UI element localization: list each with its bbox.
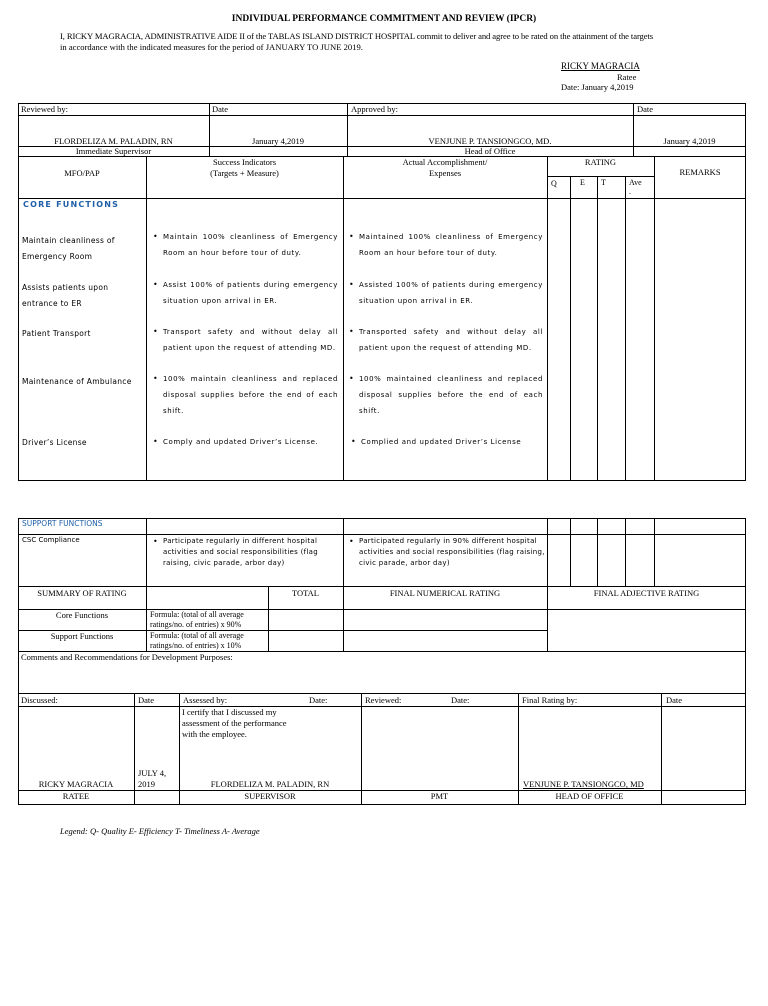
ratee-label: Ratee [617,72,637,82]
final-rating-by-label: Final Rating by: [522,695,578,705]
reviewed-date-label: Date: [451,695,470,705]
approver-role: Head of Office [464,146,516,156]
header-e: E [580,178,585,187]
header-success-2: (Targets + Measure) [210,168,279,178]
reviewed-by-label: Reviewed by: [21,104,68,114]
discussed-label: Discussed: [21,695,58,705]
summary-support-label: Support Functions [50,631,114,641]
signoff-ratee-name: RICKY MAGRACIA [38,779,114,789]
header-rating: RATING [584,157,617,167]
support-functions-heading: SUPPORT FUNCTIONS [22,519,103,528]
core-row-3-actual: • Transported safety and without delay all patient upon the request of attending MD. [347,324,543,356]
header-ave: Ave [629,178,642,187]
intro-line-1: I, RICKY MAGRACIA, ADMINISTRATIVE AIDE II of the TABLAS ISLAND DISTRICT HOSPITAL commit to deliver and agree to be rated on the attainment of the targets [60,31,653,41]
core-row-1-mfo: Maintain cleanliness of Emergency Room [22,236,115,261]
core-row-4-target: • 100% maintain cleanliness and replaced disposal supplies before the end of each shift. [151,371,338,419]
header-t: T [601,178,606,187]
core-row-3-target: • Transport safety and without delay all patient upon the request of attending MD. [151,324,338,356]
comments-label: Comments and Recommendations for Development Purposes: [21,652,233,662]
summary-support-formula: Formula: (total of all average ratings/no. of entries) x 10% [150,631,244,650]
support-row-mfo: CSC Compliance [22,536,80,544]
certify-statement: I certify that I discussed my assessment of the performance with the employee. [182,707,287,739]
approval-date-label: Date [637,104,654,114]
reviewer-name: FLORDELIZA M. PALADIN, RN [54,136,173,146]
core-row-5-mfo: Driver’s License [22,438,87,447]
header-actual-1: Actual Accomplishment/ [402,157,488,167]
approver-name: VENJUNE P. TANSIONGCO, MD. [428,136,552,146]
core-row-4-actual: • 100% maintained cleanliness and replaced disposal supplies before the end of each shift. [347,371,543,419]
core-row-5-actual: • Complied and updated Driver’s License [349,434,545,450]
final-numerical-label: FINAL NUMERICAL RATING [389,588,501,598]
core-row-4-mfo: Maintenance of Ambulance [22,377,132,386]
assessed-by-label: Assessed by: [183,695,228,705]
signoff-supervisor-role: SUPERVISOR [244,791,296,801]
core-row-2-actual: • Assisted 100% of patients during emergency situation upon arrival in ER. [347,277,543,309]
core-row-2-target: • Assist 100% of patients during emergency situation upon arrival in ER. [151,277,338,309]
signoff-ratee-role: RATEE [62,791,90,801]
final-rating-date-label: Date [666,695,683,705]
header-remarks: REMARKS [679,167,721,177]
header-success-1: Success Indicators [212,157,277,167]
approver-date: January 4,2019 [663,136,716,146]
core-functions-heading: CORE FUNCTIONS [23,200,120,209]
core-row-1-actual: • Maintained 100% cleanliness of Emergency Room an hour before tour of duty. [347,229,543,261]
reviewer-role: Immediate Supervisor [75,146,152,156]
core-row-2-mfo: Assists patients upon entrance to ER [22,283,109,308]
summary-total: TOTAL [291,588,320,598]
intro-line-2: in accordance with the indicated measures for the period of JANUARY TO JUNE 2019. [60,42,363,52]
signoff-supervisor-name: FLORDELIZA M. PALADIN, RN [210,779,330,789]
signoff-head-name: VENJUNE P. TANSIONGCO, MD [523,779,644,789]
document-title: INDIVIDUAL PERFORMANCE COMMITMENT AND REVIEW (IPCR) [231,14,537,24]
discussed-date: JULY 4, 2019 [138,768,167,789]
signoff-pmt-role: PMT [430,791,449,801]
support-row-actual: • Participated regularly in 90% different hospital activities and social responsibilities (flag raising, civic parade, arbor day) [347,536,545,569]
review-date-label: Date [212,104,229,114]
summary-core-label: Core Functions [55,610,109,620]
legend: Legend: Q- Quality E- Efficiency T- Timeliness A- Average [60,826,260,836]
discussed-date-label: Date [138,695,155,705]
final-adjective-label: FINAL ADJECTIVE RATING [593,588,700,598]
header-mfo: MFO/PAP [64,168,100,178]
core-row-5-target: • Comply and updated Driver’s License. [151,434,338,450]
signoff-head-role: HEAD OF OFFICE [555,791,624,801]
reviewer-date: January 4,2019 [252,136,304,146]
support-row-target: • Participate regularly in different hospital activities and social responsibilities (flag raising, civic parade, arbor day) [151,536,341,569]
core-row-1-target: • Maintain 100% cleanliness of Emergency Room an hour before tour of duty. [151,229,338,261]
header-actual-2: Expenses [428,168,462,178]
reviewed-label: Reviewed: [365,695,402,705]
approved-by-label: Approved by: [351,104,398,114]
summary-core-formula: Formula: (total of all average ratings/no. of entries) x 90% [150,610,244,629]
ratee-name: RICKY MAGRACIA [561,61,640,71]
header-ave-dot: . [629,187,631,196]
summary-label: SUMMARY OF RATING [37,588,127,598]
header-q: Q [551,179,557,188]
assessed-date-label: Date: [309,695,328,705]
core-row-3-mfo: Patient Transport [22,329,91,338]
ratee-date: Date: January 4,2019 [561,82,634,92]
